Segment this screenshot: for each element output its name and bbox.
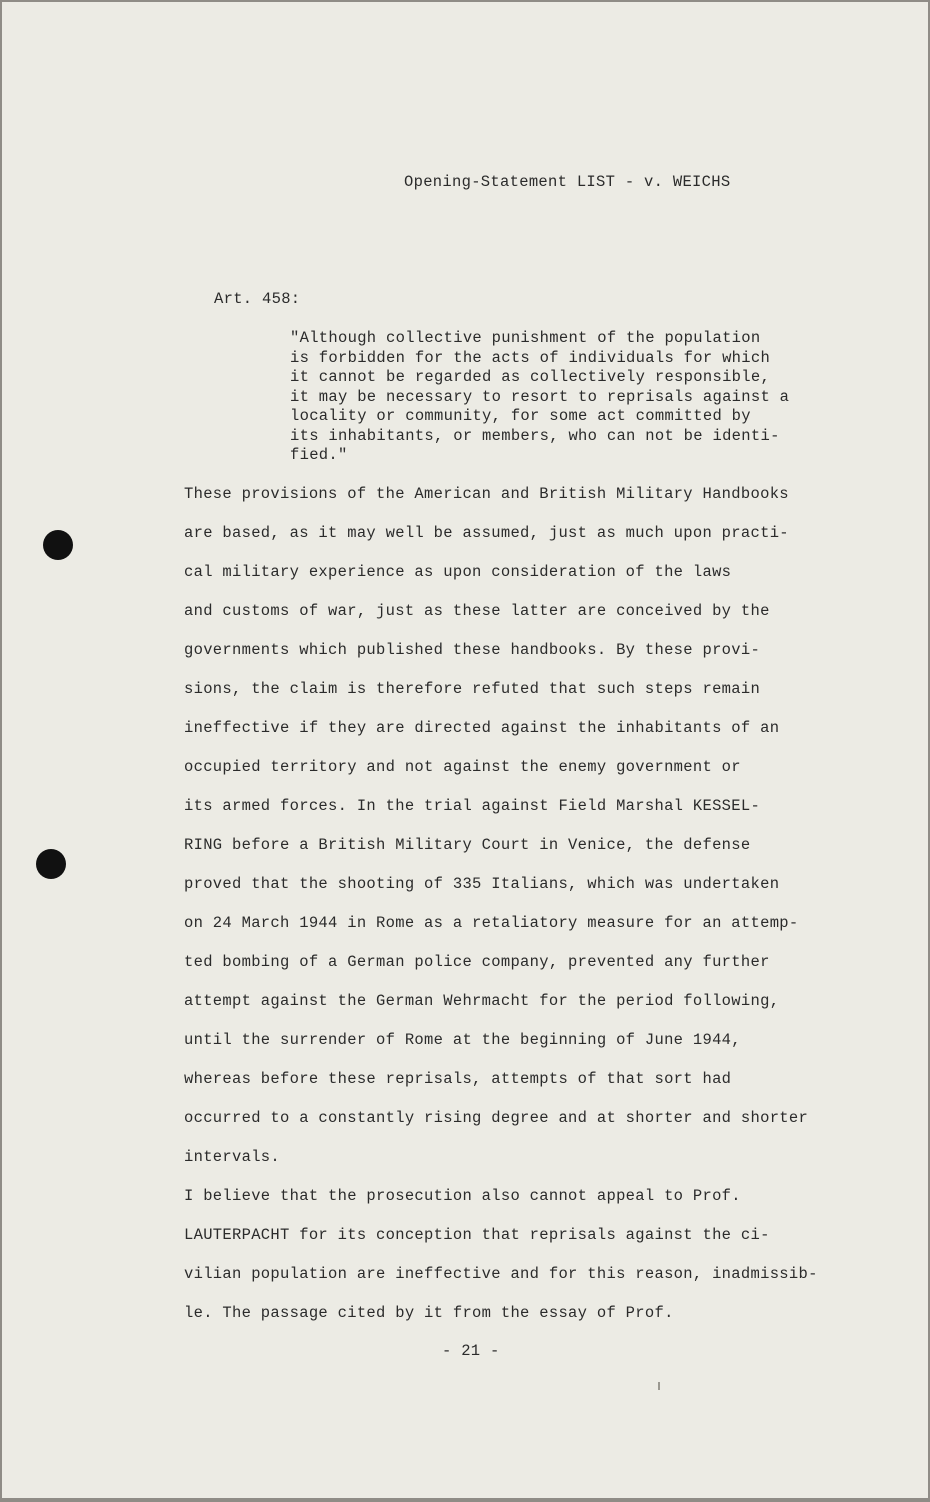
body-line: and customs of war, just as these latter are conceived by the xyxy=(184,602,770,620)
quote-line: it cannot be regarded as collectively responsible, xyxy=(290,368,771,386)
body-line: vilian population are ineffective and for this reason, inadmissib- xyxy=(184,1265,818,1283)
body-line: whereas before these reprisals, attempts of that sort had xyxy=(184,1070,732,1088)
quote-line: is forbidden for the acts of individuals for which xyxy=(290,348,771,367)
document-page xyxy=(2,2,928,1498)
body-line: le. The passage cited by it from the essay of Prof. xyxy=(184,1304,674,1322)
body-line: RING before a British Military Court in Venice, the defense xyxy=(184,836,751,854)
quoted-article xyxy=(290,329,810,466)
body-line: until the surrender of Rome at the beginning of June 1944, xyxy=(184,1031,741,1049)
quote-line: it may be necessary to resort to reprisals against a xyxy=(290,387,790,406)
body-line: LAUTERPACHT for its conception that reprisals against the ci- xyxy=(184,1226,770,1244)
body-line: ineffective if they are directed against the inhabitants of an xyxy=(184,719,780,737)
punch-hole xyxy=(36,849,66,879)
body-text xyxy=(184,482,844,1340)
punch-hole xyxy=(43,530,73,560)
quote-line: fied." xyxy=(290,446,348,464)
quote-line: "Although collective punishment of the population xyxy=(290,329,761,347)
page-number: - 21 - xyxy=(442,1342,500,1360)
document-header: Opening-Statement LIST - v. WEICHS xyxy=(404,173,731,191)
body-line: are based, as it may well be assumed, just as much upon practi- xyxy=(184,524,789,542)
quote-line: its inhabitants, or members, who can not be identi- xyxy=(290,426,780,445)
body-line: These provisions of the American and British Military Handbooks xyxy=(184,485,789,503)
quote-line: locality or community, for some act committed by xyxy=(290,407,751,425)
body-line: governments which published these handbooks. By these provi- xyxy=(184,641,761,659)
body-line: on 24 March 1944 in Rome as a retaliatory measure for an attemp- xyxy=(184,914,799,932)
body-line: its armed forces. In the trial against Field Marshal KESSEL- xyxy=(184,797,761,815)
body-line: proved that the shooting of 335 Italians, which was undertaken xyxy=(184,875,780,893)
body-line: attempt against the German Wehrmacht for the period following, xyxy=(184,992,780,1010)
body-line: sions, the claim is therefore refuted that such steps remain xyxy=(184,680,761,698)
body-line: intervals. xyxy=(184,1148,281,1166)
body-line: occupied territory and not against the enemy government or xyxy=(184,758,741,776)
paper-speck xyxy=(658,1382,660,1390)
body-line: cal military experience as upon consideration of the laws xyxy=(184,563,732,581)
body-line: ted bombing of a German police company, prevented any further xyxy=(184,953,770,971)
article-label: Art. 458: xyxy=(214,290,301,308)
body-line: occurred to a constantly rising degree and at shorter and shorter xyxy=(184,1109,809,1127)
body-line: I believe that the prosecution also cannot appeal to Prof. xyxy=(184,1187,741,1205)
